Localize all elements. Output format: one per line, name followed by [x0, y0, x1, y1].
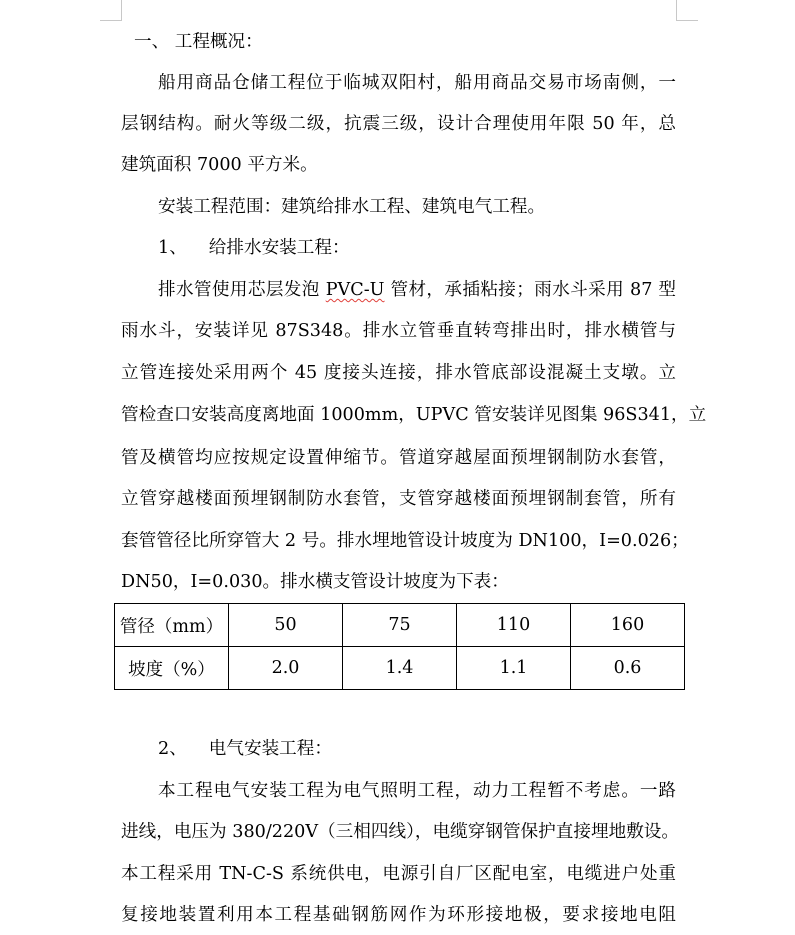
table-cell: 110 [457, 604, 571, 647]
subsection-2-title: 电气安装工程： [208, 739, 332, 759]
section-heading: 一、 工程概况： [134, 32, 263, 52]
crop-mark-left-horizontal [100, 20, 122, 21]
electrical-line-3: 本工程采用 TN-C-S 系统供电，电源引自厂区配电室，电缆进户处重 [121, 864, 676, 884]
table-row [115, 604, 685, 647]
subsection-1-title: 给排水安装工程： [208, 238, 350, 258]
crop-mark-left-vertical [121, 0, 122, 20]
subsection-2-heading [158, 741, 718, 759]
scope-line: 安装工程范围：建筑给排水工程、建筑电气工程。 [158, 197, 546, 217]
drainage-line-2: 雨水斗，安装详见 87S348。排水立管垂直转弯排出时，排水横管与 [121, 321, 676, 341]
table-cell: 坡度（%） [115, 647, 229, 690]
table-cell: 1.4 [343, 647, 457, 690]
drainage-line-3: 立管连接处采用两个 45 度接头连接，排水管底部设混凝土支墩。立 [121, 363, 676, 383]
drainage-line-5: 管及横管均应按规定设置伸缩节。管道穿越屋面预埋钢制防水套管， [121, 448, 676, 468]
table-row [115, 647, 685, 690]
drainage-line-1-after: 管材，承插粘接；雨水斗采用 87 型 [384, 280, 677, 300]
overview-line-3: 建筑面积 7000 平方米。 [121, 155, 318, 175]
electrical-line-1: 本工程电气安装工程为电气照明工程，动力工程暂不考虑。一路 [158, 781, 676, 801]
subsection-1-number: 1、 [158, 238, 187, 258]
table-cell: 160 [571, 604, 685, 647]
electrical-line-2: 进线，电压为 380/220V（三相四线），电缆穿钢管保护直接埋地敷设。 [121, 822, 679, 842]
drainage-line-7: 套管管径比所穿管大 2 号。排水埋地管设计坡度为 DN100，I=0.026； [121, 531, 689, 551]
crop-mark-right-horizontal [676, 20, 698, 21]
crop-mark-right-vertical [676, 0, 677, 20]
table-cell: 75 [343, 604, 457, 647]
electrical-line-4: 复接地装置利用本工程基础钢筋网作为环形接地极，要求接地电阻 [121, 905, 676, 925]
table-cell: 50 [229, 604, 343, 647]
overview-line-2: 层钢结构。耐火等级二级，抗震三级，设计合理使用年限 50 年，总 [121, 114, 676, 134]
drainage-line-8: DN50，I=0.030。排水横支管设计坡度为下表： [121, 572, 509, 592]
drainage-line-1-before: 排水管使用芯层发泡 [158, 280, 326, 300]
overview-line-1: 船用商品仓储工程位于临城双阳村，船用商品交易市场南侧，一 [158, 73, 676, 93]
pvc-u-spellcheck-text: PVC-U [325, 280, 385, 300]
drainage-line-4: 管检查口安装高度离地面 1000mm，UPVC 管安装详见图集 96S341，立 [121, 405, 707, 425]
subsection-1-heading [158, 240, 718, 258]
slope-table [114, 603, 685, 690]
table-cell: 2.0 [229, 647, 343, 690]
drainage-line-6: 立管穿越楼面预埋钢制防水套管，支管穿越楼面预埋钢制套管，所有 [121, 489, 676, 509]
table-cell: 管径（mm） [115, 604, 229, 647]
subsection-2-number: 2、 [158, 739, 187, 759]
table-cell: 0.6 [571, 647, 685, 690]
drainage-line-1 [158, 282, 676, 300]
table-cell: 1.1 [457, 647, 571, 690]
